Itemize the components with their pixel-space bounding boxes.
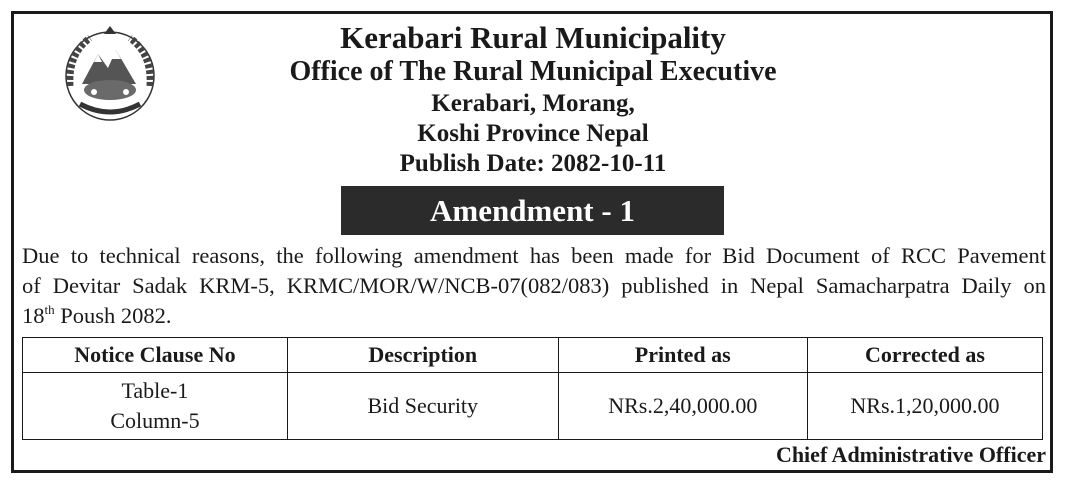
office-title: Office of The Rural Municipal Executive (289, 56, 777, 87)
publish-date: Publish Date: 2082-10-11 (399, 150, 667, 177)
cell-clause-line-1: Table-1 (121, 378, 189, 403)
header-corrected: Corrected as (807, 338, 1042, 373)
amendment-table (22, 337, 1043, 440)
amendment-banner: Amendment - 1 (341, 186, 724, 235)
header-description: Description (287, 338, 558, 373)
notice-line-2: of Devitar Sadak KRM-5, KRMC/MOR/W/NCB-07(082/083) published in Nepal Samacharpatra Daily on (22, 273, 1046, 298)
notice-line-1: Due to technical reasons, the following amendment has been made for Bid Document of RCC Pavement (22, 243, 1046, 268)
notice-line-3 (22, 301, 1046, 331)
address-line-1: Kerabari, Morang, (431, 90, 635, 117)
header-printed: Printed as (558, 338, 807, 373)
notice-date-rest: Poush 2082. (54, 303, 172, 328)
notice-day: 18 (22, 303, 45, 328)
table-header-row (23, 338, 1043, 373)
cell-corrected: NRs.1,20,000.00 (807, 373, 1042, 440)
notice-day-suffix: th (44, 302, 55, 317)
notice-paragraph (22, 241, 1046, 331)
cell-clause-line-2: Column-5 (110, 408, 200, 433)
cell-printed: NRs.2,40,000.00 (558, 373, 807, 440)
header-clause: Notice Clause No (23, 338, 288, 373)
municipality-title: Kerabari Rural Municipality (340, 20, 726, 55)
cell-description: Bid Security (287, 373, 558, 440)
signature-title: Chief Administrative Officer (775, 442, 1046, 467)
address-line-2: Koshi Province Nepal (417, 120, 649, 147)
cell-clause (23, 373, 288, 440)
table-row (23, 373, 1043, 440)
